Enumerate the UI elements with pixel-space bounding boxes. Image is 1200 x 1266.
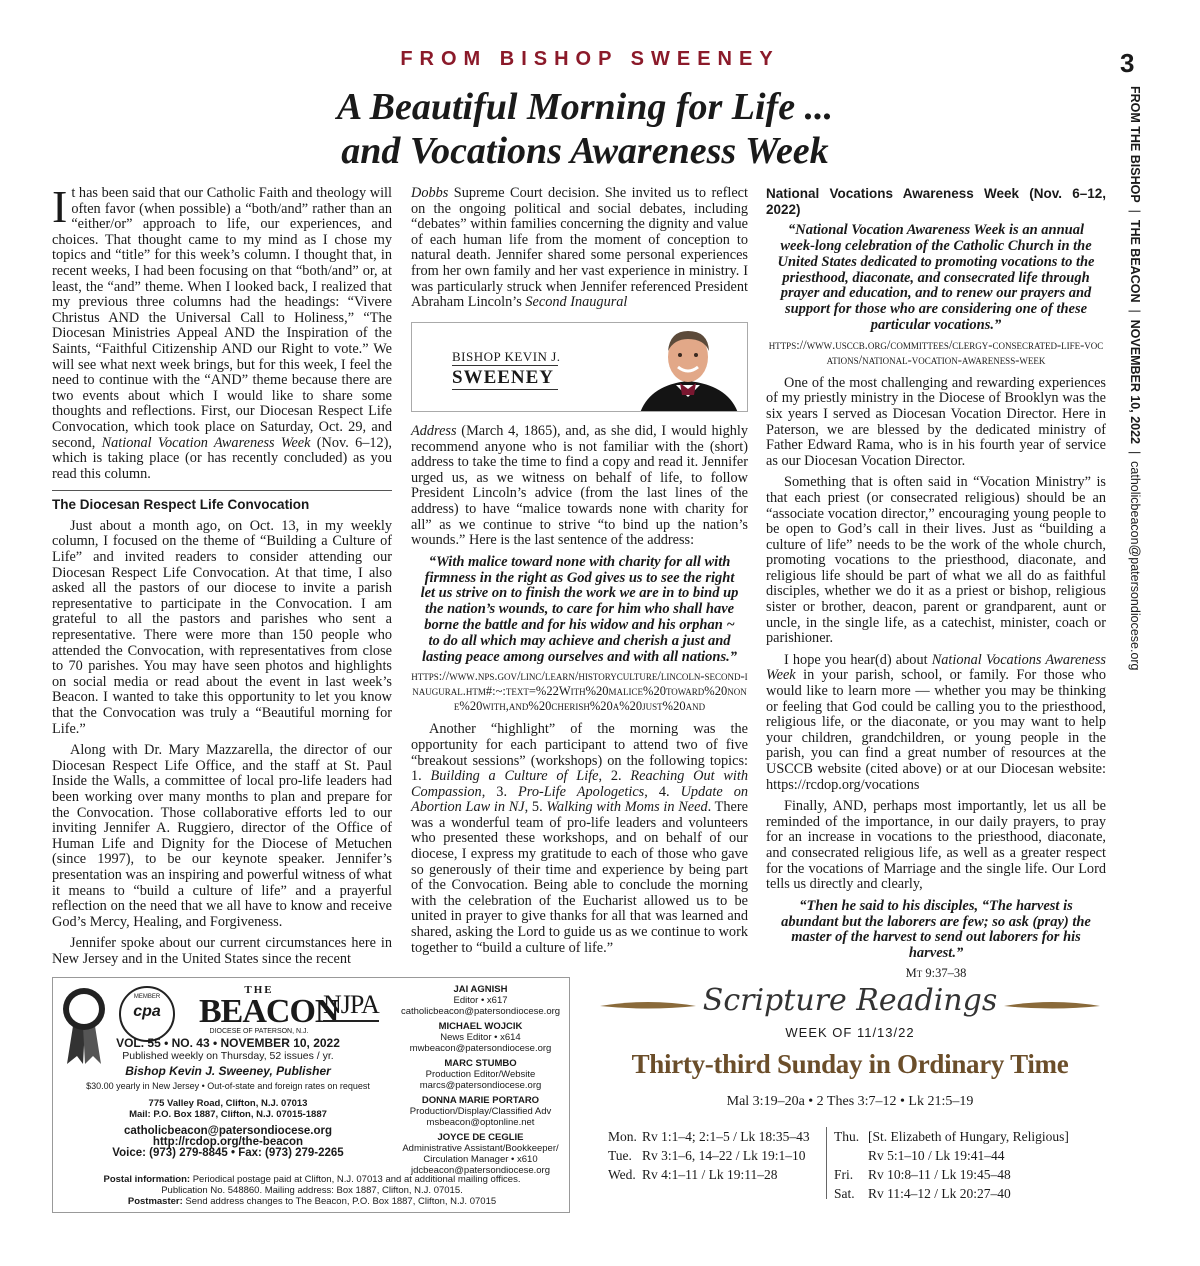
- scripture-citation: Mt 9:37–38: [905, 965, 967, 980]
- byline-title: BISHOP KEVIN J.: [452, 349, 561, 364]
- byline-name: SWEENEY: [452, 365, 558, 390]
- text: Another “highlight” of the morning was the opportunity for each participant to attend two of five “breakout sessions” (workshops) on the following topics: 1.: [411, 721, 748, 785]
- headline-line1: A Beautiful Morning for Life ...: [336, 86, 834, 128]
- weekday-col-left: [608, 1127, 810, 1184]
- address-line: Mail: P.O. Box 1887, Clifton, N.J. 07015-1887: [129, 1109, 327, 1120]
- address-line: 775 Valley Road, Clifton, N.J. 07013: [148, 1098, 308, 1109]
- masthead-box: [52, 977, 570, 1213]
- scripture-week: WEEK OF 11/13/22: [785, 1025, 915, 1040]
- logo-the: THE: [244, 984, 274, 996]
- scripture-title: Scripture Readings: [702, 983, 998, 1018]
- reading-row: [608, 1127, 810, 1146]
- reading-text: Rv 11:4–12 / Lk 20:27–40: [868, 1186, 1011, 1201]
- text: . There was a wonderful team of pro-life leaders and volunteers who presented these workshops, and on behalf of our diocese, I express my gratitude to each of those who gave so generously of their time and experience by being part of the Convocation. Being able to conclude the morning with the celebration of the Eucharist allowed us to be united in prayer to give thanks for all that was learned and shared, asking the Lord to guide us as we continue to work together to “build a culture of life.”: [411, 799, 748, 956]
- usccb-quote: “National Vocation Awareness Week is an annual week-long celebration of the Catholic Church in the United States dedicated to promoting vocations to the priesthood, diaconate, and consecrated life through prayer and education, and to renew our prayers and support for those who are considering one of these particular vocations.”: [777, 222, 1095, 333]
- side-sep: |: [1128, 309, 1142, 313]
- bishop-portrait: [630, 323, 748, 412]
- reading-row: [608, 1165, 810, 1184]
- publish-schedule: Published weekly on Thursday, 52 issues / yr.: [122, 1050, 334, 1062]
- day-label: Mon.: [608, 1129, 637, 1144]
- postal-line: Publication No. 548860. Mailing address: Box 1887, Clifton, N.J. 07015.: [161, 1185, 463, 1196]
- source-url[interactable]: https://www.nps.gov/linc/learn/historyculture/lincoln-second-inaugural.htm#:~:text=%22With%20malice%20toward%20none%20with,and%20cherish%20a%20just%20and: [411, 669, 748, 714]
- paragraph: [766, 653, 1106, 793]
- staff-name: DONNA MARIE PORTARO: [421, 1095, 540, 1106]
- postal-info: [63, 1174, 561, 1207]
- rates-line: $30.00 yearly in New Jersey • Out-of-state and foreign rates on request: [86, 1081, 370, 1091]
- badge-text: cpa: [133, 1003, 161, 1020]
- reading-row: [834, 1146, 1069, 1165]
- reading-text: Rv 10:8–11 / Lk 19:45–48: [868, 1167, 1011, 1182]
- email-link[interactable]: catholicbeacon@patersondiocese.org: [123, 1125, 333, 1137]
- workshop-title: Update on Abortion Law in NJ: [411, 783, 748, 816]
- reading-text: Rv 1:1–4; 2:1–5 / Lk 18:35–43: [642, 1129, 810, 1144]
- text: , 5.: [524, 799, 547, 816]
- staff-entry: [398, 1095, 563, 1128]
- staff-role: Production Editor/Website: [425, 1069, 536, 1080]
- day-label: Fri.: [834, 1167, 854, 1182]
- volume-line: VOL. 55 • NO. 43 • NOVEMBER 10, 2022: [116, 1036, 340, 1050]
- reading-row: [608, 1146, 810, 1165]
- staff-role: Administrative Assistant/Bookkeeper/ Circulation Manager • x610: [402, 1143, 559, 1165]
- subhead-convocation: The Diocesan Respect Life Convocation: [52, 490, 392, 513]
- staff-role: Editor • x617: [453, 995, 508, 1006]
- source-url[interactable]: https://www.usccb.org/committees/clergy-consecrated-life-vocations/national-vocation-awareness-week: [768, 337, 1104, 367]
- workshop-title: Building a Culture of Life: [430, 768, 599, 785]
- paragraph: One of the most challenging and rewarding experiences of my priestly ministry in the Diocese of Brooklyn was the six years I served as Diocesan Vocation Director. Here in Paterson, we are blessed by the dedicated ministry of Father Edward Rama, who is in his fourth year of service as our Diocesan Vocation Director.: [766, 374, 1106, 469]
- reading-text: Rv 3:1–6, 14–22 / Lk 19:1–10: [642, 1148, 806, 1163]
- staff-entry: [398, 1021, 563, 1054]
- paragraph: Finally, AND, perhaps most importantly, let us all be reminded of the importance, in our daily prayers, to pray for an increase in vocations to the priesthood, diaconate, and consecrated religious life, as well as a greater respect for the vocations of Marriage and the single life. Our Lord tells us directly and clearly,: [766, 798, 1106, 893]
- staff-role: News Editor • x614: [440, 1032, 521, 1043]
- text: , 4.: [644, 783, 681, 800]
- staff-list: [398, 984, 563, 1176]
- beacon-logo: [199, 984, 339, 1035]
- paragraph: Along with Dr. Mary Mazzarella, the director of our Diocesan Respect Life Office, and the staff at St. Paul Inside the Walls, a committee of local pro-life leaders had been working over many months to plan and prepare for the Convocation. Those collaborative efforts led to our inviting Jennifer A. Ruggiero, director of the Office of Human Life and Dignity for the Diocese of Metuchen (since 1997), to be our keynote speaker. Jennifer’s presentation was an inspiring and powerful witness of what it means to “build a culture of life” and a prayerful reflection on the need that we all have to know and receive God’s Mercy, Healing, and Forgiveness.: [52, 742, 392, 930]
- staff-email[interactable]: marcs@patersondiocese.org: [419, 1080, 542, 1091]
- text: I hope you hear(d) about: [784, 651, 932, 668]
- intro-text: t has been said that our Catholic Faith and theology will often favor (when possible) a “both/and” rather than an “either/or” approach to life, our experiences, and choices. That thought came to my mind as I chose my topics and “title” for this week’s column. I thought that, in recent weeks, I had been focusing on that “both/and” or, at least, the “and” theme. When I looked back, I realized that my previous three columns had the headings: “Vivere Christus AND the Universal Call to Holiness,” “The Diocesan Ministries Appeal AND the Inspiration of the Saints, “Faithful Citizenship AND our Right to vote.” We will see what next week brings, but for this week, I feel the need to continue with the “AND” theme because there are two events about which I would like to share some thoughts and reflections. First, our Diocesan Respect Life Convocation, which took place on Saturday, Oct. 29, and second,: [52, 185, 392, 451]
- subhead-vocations: National Vocations Awareness Week (Nov. 6–12, 2022): [766, 186, 1106, 217]
- scripture-readings-box: [590, 977, 1110, 1213]
- postal-text: Periodical postage paid at Clifton, N.J. 07013 and at additional mailing offices.: [190, 1174, 521, 1185]
- lincoln-quote: “With malice toward none with charity for all with firmness in the right as God gives us to see the right let us strive on to finish the work we are in to bind up the nation’s wounds, to care for him who shall have borne the battle and for his widow and his orphan ~ to do all which may achieve and cherish a just and lasting peace among ourselves and with all nations.”: [420, 553, 739, 665]
- text: , 2.: [598, 768, 631, 785]
- phone-line: Voice: (973) 279-8845 • Fax: (973) 279-2265: [112, 1147, 344, 1159]
- side-folio: [1112, 86, 1142, 671]
- day-label: Thu.: [834, 1129, 860, 1144]
- text: in your parish, school, or family. For those who would like to learn more — whether you may be thinking or feeling that God could be calling you to the priesthood, religious life, or the diaconate, or you may want to help your children, grandchildren, or young people in the parish, you can find a great number of resources at the USCCB website (cited above) or at our Diocesan website: https://rcdop.org/vocations: [766, 667, 1106, 793]
- intro-text-end: (Nov. 6–12), which is taking place (or has recently concluded) as you read this column.: [52, 434, 392, 482]
- cpa-badge: [119, 986, 175, 1042]
- paragraph: [411, 424, 748, 549]
- reading-text: Rv 5:1–10 / Lk 19:41–44: [868, 1148, 1005, 1163]
- day-label: Wed.: [608, 1167, 636, 1182]
- staff-email[interactable]: mwbeacon@patersondiocese.org: [409, 1043, 552, 1054]
- sunday-title: Thirty-third Sunday in Ordinary Time: [631, 1049, 1069, 1079]
- publisher-line: Bishop Kevin J. Sweeney, Publisher: [125, 1064, 331, 1078]
- article-column-1: [52, 181, 392, 974]
- njpa-logo: NJPA: [323, 990, 379, 1022]
- postmaster-text: Send address changes to The Beacon, P.O. Box 1887, Clifton, N.J. 07015: [182, 1196, 497, 1207]
- side-sep: |: [1128, 450, 1142, 455]
- page-number: 3: [1120, 48, 1135, 78]
- emphasis: Second Inaugural: [525, 294, 628, 311]
- feast-note: [St. Elizabeth of Hungary, Religious]: [868, 1129, 1069, 1144]
- staff-email[interactable]: msbeacon@optonline.net: [426, 1117, 535, 1128]
- text: (March 4, 1865), and, as she did, I would highly recommend anyone who is not familiar with the (short) address to take the time to find a copy and read it. Jennifer urged us, as we witness on behalf of life, to follow President Lincoln’s advice (from the last lines of the address) to have “malice towards none with charity for all” as we continue to strive “to bind up the nation’s wounds.” Here is the last sentence of the address:: [411, 423, 748, 549]
- workshop-title: Pro-Life Apologetics: [518, 783, 645, 800]
- reading-row: [834, 1127, 1069, 1146]
- side-email: catholicbeacon@patersondiocese.org: [1128, 461, 1142, 671]
- headline-line2: and Vocations Awareness Week: [341, 130, 829, 172]
- side-sep: |: [1128, 209, 1142, 213]
- postmaster-label: Postmaster:: [127, 1196, 183, 1207]
- byline-box: [411, 322, 748, 412]
- emphasis: National Vocations Awareness Week: [766, 651, 1106, 684]
- day-label: Tue.: [608, 1148, 632, 1163]
- paragraph: Something that is often said in “Vocation Ministry” is that each priest (or consecrated religious) should be an “associate vocation director,” encouraging young people to be open to God’s call in their lives. Just as “building a culture of life” needs to be the work of the whole church, promoting vocations to the priesthood, diaconate, and religious life should be part of what we all do as faithful disciples, whether we do it as a priest or bishop, religious sister or brother, deacon, parent or grandparent, aunt or uncle, in the single life, as a catechist, minister, coach or parishioner.: [766, 474, 1106, 647]
- text: Supreme Court decision. She invited us to reflect on the ongoing political and social debates, including “debates” within families concerning the dignity and value of each human life from the moment of conception to natural death. Jennifer shared some personal experiences from her own family and her vast experience in ministry. I was particularly struck when Jennifer referenced President Abraham Lincoln’s: [411, 185, 748, 311]
- drop-cap: I: [52, 181, 68, 232]
- masthead-info: [63, 1038, 393, 1159]
- intro-emphasis: National Vocation Awareness Week: [101, 434, 311, 451]
- staff-name: MARC STUMBO: [444, 1058, 517, 1069]
- text: , 3.: [481, 783, 519, 800]
- side-pub: THE BEACON: [1128, 219, 1142, 303]
- section-kicker: FROM BISHOP SWEENEY: [400, 48, 780, 70]
- paragraph: [411, 722, 748, 956]
- staff-entry: [398, 1058, 563, 1091]
- article-column-3: [766, 186, 1106, 982]
- staff-entry: [398, 1132, 563, 1176]
- side-section: FROM THE BISHOP: [1128, 86, 1142, 203]
- reading-row: [834, 1184, 1069, 1203]
- scripture-quote: “Then he said to his disciples, “The harvest is abundant but the laborers are few; so ask (pray) the master of the harvest to send out laborers for his harvest.”: [781, 897, 1091, 962]
- postal-line: [63, 1174, 561, 1185]
- paragraph: Just about a month ago, on Oct. 13, in my weekly column, I focused on the theme of “Building a Culture of Life” and invited readers to consider attending our Diocesan Respect Life Convocation. At that time, I also asked all the pastors of our diocese to invite a parish representative to participate in the Convocation. I am grateful to all the pastors and parishes who sent a representative. There were more than 150 people who attended the Convocation, with representatives from close to 70 parishes. You may have seen photos and highlights on social media or read about the event in last week’s Beacon. I wanted to take this opportunity to let you know that the Convocation was truly a “Beautiful morning for Life.”: [52, 517, 392, 737]
- staff-name: JOYCE DE CEGLIE: [437, 1132, 524, 1143]
- website-link[interactable]: http://rcdop.org/the-beacon: [152, 1136, 304, 1148]
- side-date: NOVEMBER 10, 2022: [1128, 319, 1142, 444]
- postmaster-line: [63, 1196, 561, 1207]
- emphasis: Address: [411, 423, 457, 439]
- staff-name: JAI AGNISH: [453, 984, 508, 995]
- staff-email[interactable]: catholicbeacon@patersondiocese.org: [400, 1006, 561, 1017]
- staff-email[interactable]: jdcbeacon@patersondiocese.org: [410, 1165, 551, 1176]
- paragraph: Jennifer spoke about our current circumstances here in New Jersey and in the United States since the recent: [52, 935, 392, 967]
- reading-row: [834, 1165, 1069, 1184]
- workshop-title: Walking with Moms in Need: [546, 799, 708, 816]
- logo-name: BEACON: [199, 993, 339, 1030]
- reading-text: Rv 4:1–11 / Lk 19:11–28: [642, 1167, 778, 1182]
- column-divider: [826, 1127, 827, 1199]
- staff-role: Production/Display/Classified Adv: [409, 1106, 552, 1117]
- day-label: Sat.: [834, 1186, 855, 1201]
- postal-label: Postal information:: [103, 1174, 191, 1185]
- badge-top-text: MEMBER: [133, 994, 161, 1000]
- headline: [270, 85, 900, 173]
- article-column-2-top: [411, 186, 748, 317]
- staff-entry: [398, 984, 563, 1017]
- staff-name: MICHAEL WOJCIK: [438, 1021, 523, 1032]
- sunday-readings: Mal 3:19–20a • 2 Thes 3:7–12 • Lk 21:5–19: [726, 1094, 974, 1109]
- logo-diocese: DIOCESE OF PATERSON, N.J.: [209, 1028, 309, 1035]
- paragraph: [411, 186, 748, 311]
- weekday-col-right: [834, 1127, 1069, 1203]
- workshop-title: Reaching Out with Compassion: [411, 768, 748, 800]
- article-column-2: [411, 424, 748, 962]
- emphasis: Dobbs: [411, 185, 449, 201]
- intro-paragraph: [52, 181, 392, 482]
